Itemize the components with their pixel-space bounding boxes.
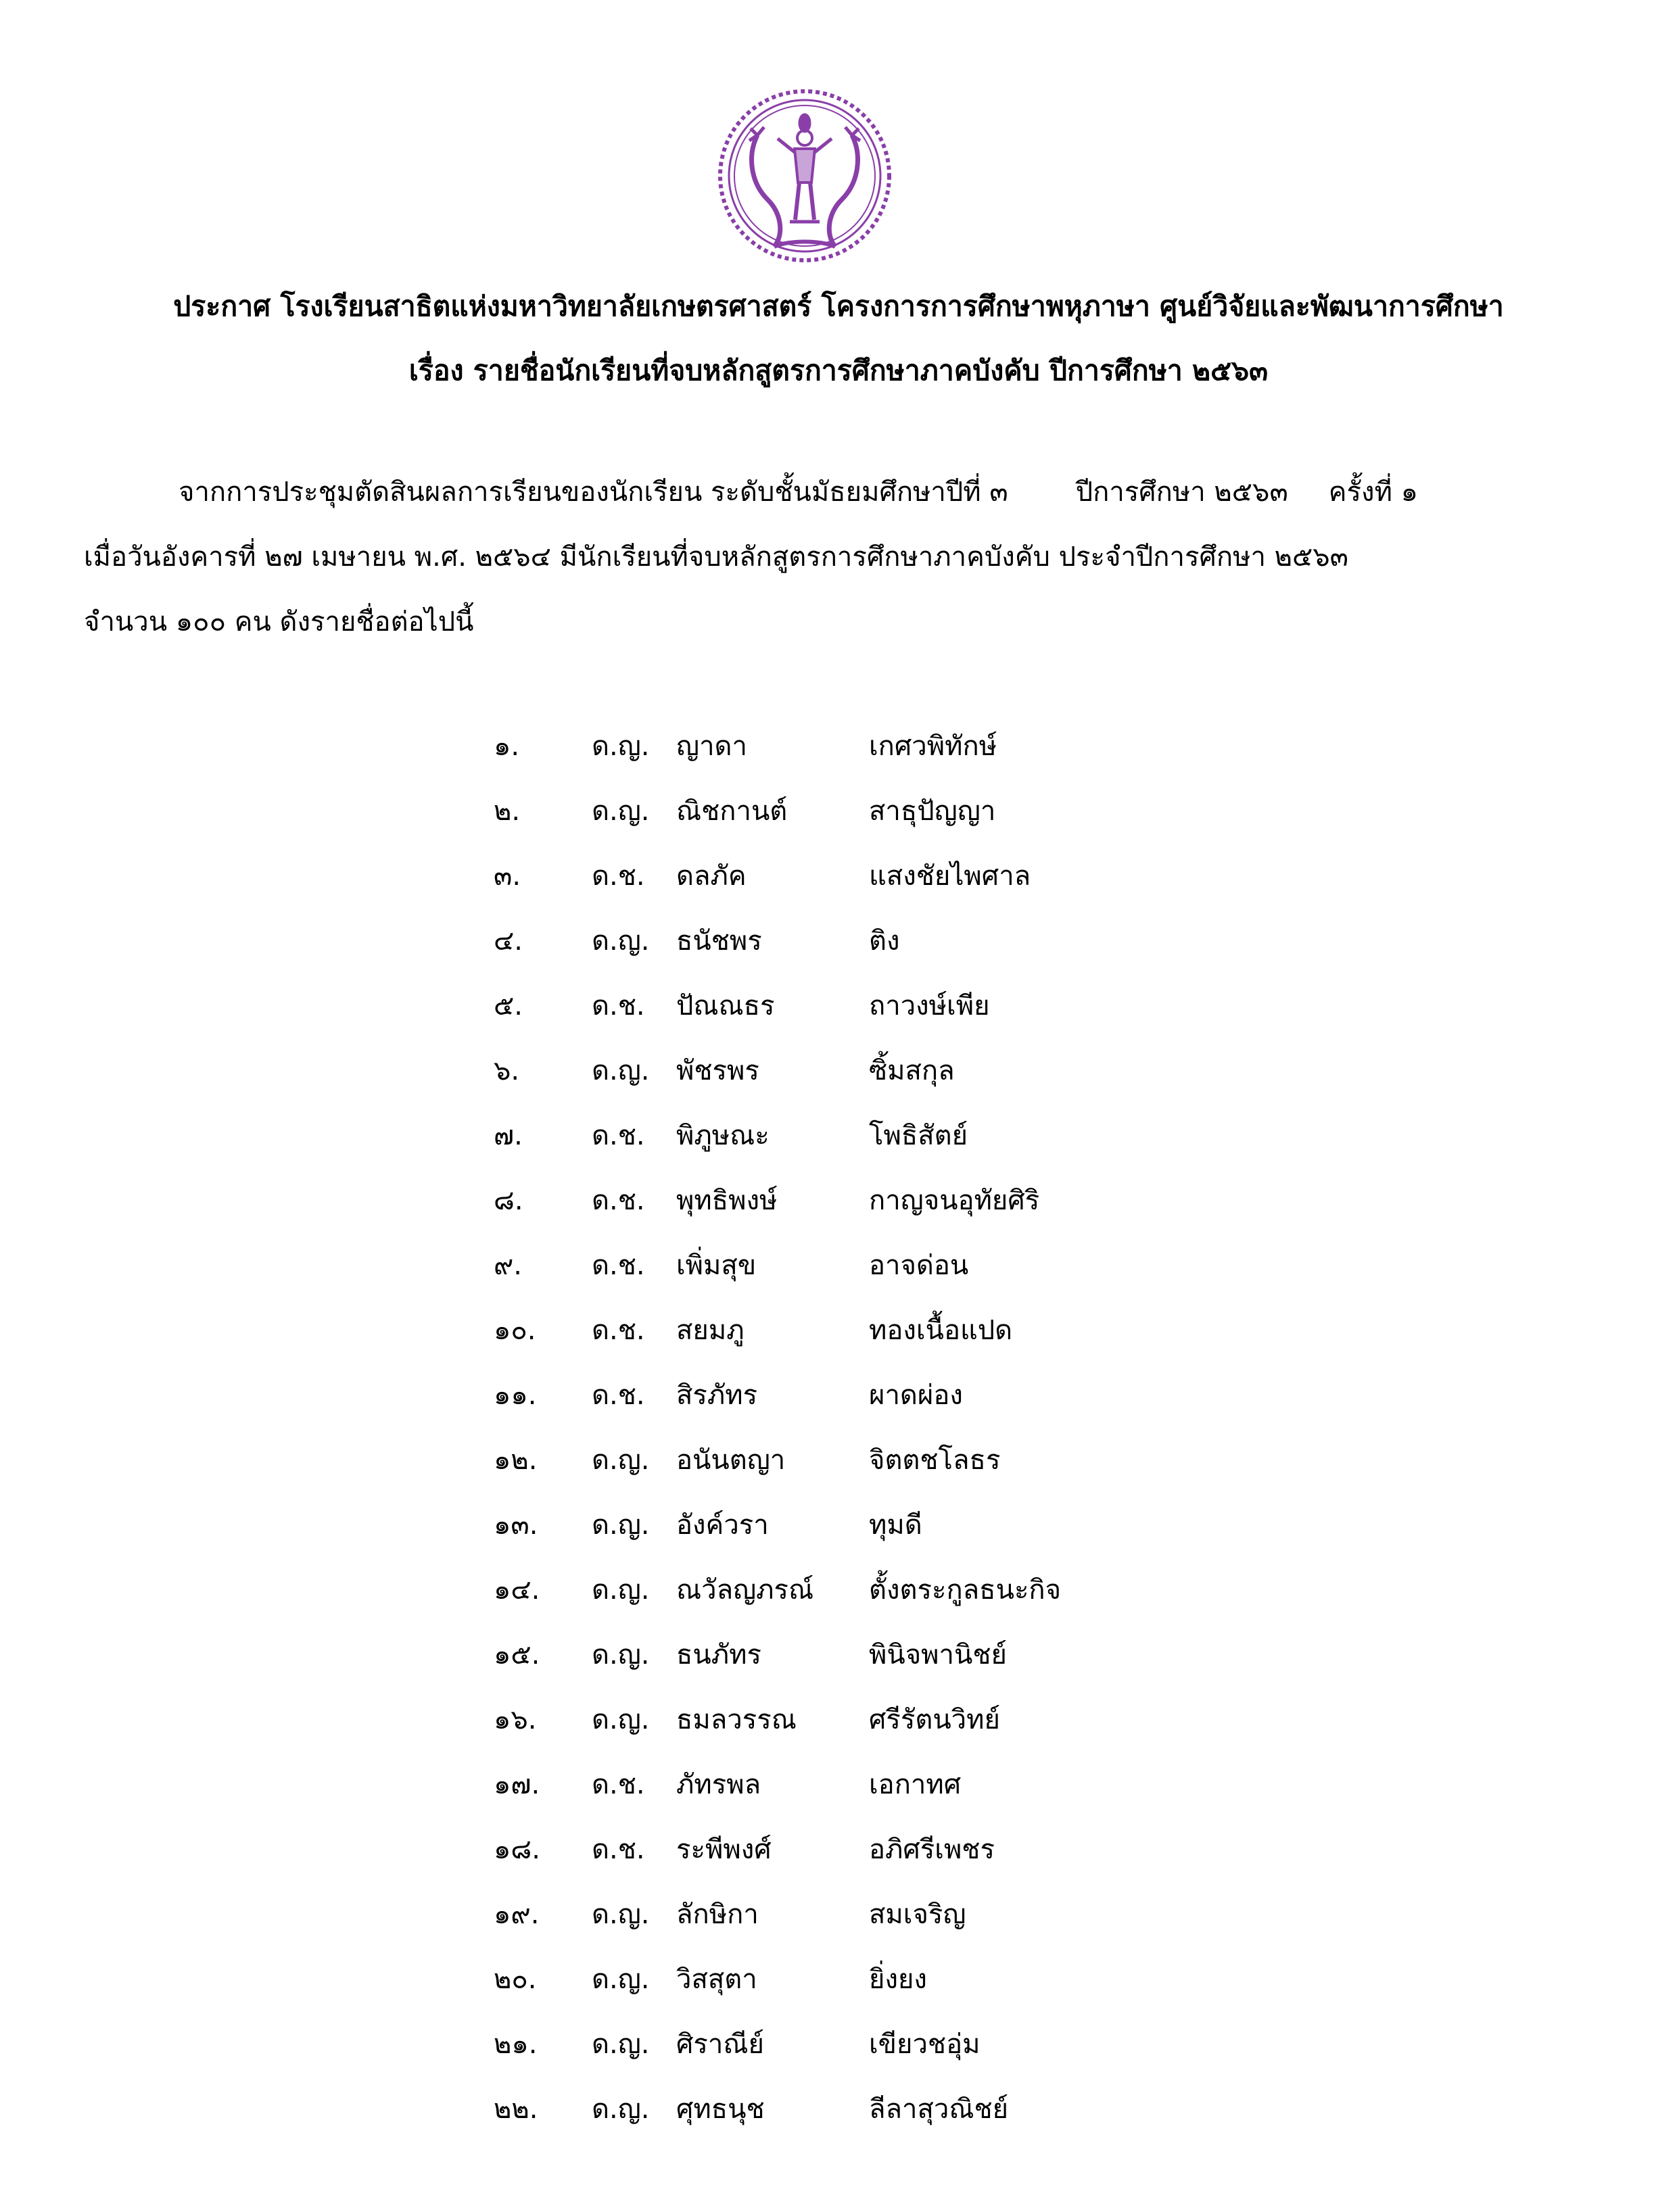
- student-row: [494, 1168, 1305, 1232]
- meeting-number: ครั้งที่ ๑: [1328, 477, 1419, 508]
- student-number: ๑๖.: [494, 1704, 537, 1735]
- student-row: [494, 778, 1305, 843]
- student-prefix: ด.ญ.: [592, 1510, 650, 1541]
- student-number: ๕.: [494, 990, 523, 1021]
- student-prefix: ด.ญ.: [592, 2029, 650, 2060]
- student-number: ๓.: [494, 861, 521, 892]
- student-last-name: เอกาทศ: [869, 1769, 962, 1800]
- student-last-name: เกศวพิทักษ์: [869, 731, 997, 762]
- student-last-name: ซิ้มสกุล: [869, 1055, 955, 1086]
- body-paragraph-line-1: [84, 460, 1605, 525]
- student-first-name: ดลภัค: [676, 861, 747, 892]
- student-prefix: ด.ช.: [592, 1250, 645, 1281]
- student-last-name: อภิศรีเพชร: [869, 1834, 995, 1865]
- student-prefix: ด.ช.: [592, 1769, 645, 1800]
- student-last-name: ถาวงษ์เพีย: [869, 990, 990, 1021]
- student-prefix: ด.ญ.: [592, 1639, 650, 1670]
- student-number: ๑๓.: [494, 1510, 538, 1541]
- student-first-name: ณวัลญภรณ์: [676, 1574, 814, 1606]
- student-number: ๙.: [494, 1250, 523, 1281]
- student-row: [494, 973, 1305, 1038]
- student-number: ๒๒.: [494, 2094, 538, 2125]
- student-first-name: ภัทรพล: [676, 1769, 761, 1800]
- student-prefix: ด.ช.: [592, 1834, 645, 1865]
- student-row: [494, 1362, 1305, 1427]
- student-number: ๒๐.: [494, 1964, 537, 1995]
- student-number: ๑๒.: [494, 1445, 538, 1476]
- student-prefix: ด.ญ.: [592, 2094, 650, 2125]
- student-number: ๒๑.: [494, 2029, 538, 2060]
- student-last-name: ผาดผ่อง: [869, 1380, 963, 1411]
- student-number: ๑๙.: [494, 1899, 540, 1930]
- student-row: [494, 1038, 1305, 1103]
- student-first-name: สิรภัทร: [676, 1380, 758, 1411]
- student-list: [494, 713, 1305, 2141]
- student-row: [494, 2011, 1305, 2076]
- meeting-statement: จากการประชุมตัดสินผลการเรียนของนักเรียน ระดับชั้นมัธยมศึกษาปีที่ ๓: [179, 477, 1008, 508]
- student-first-name: ณิชกานต์: [676, 796, 788, 827]
- announcement-title: ประกาศ โรงเรียนสาธิตแห่งมหาวิทยาลัยเกษตรศาสตร์ โครงการการศึกษาพหุภาษา ศูนย์วิจัยและพัฒนาการศึกษา: [173, 290, 1504, 322]
- student-row: [494, 2076, 1305, 2141]
- student-row: [494, 1946, 1305, 2011]
- student-prefix: ด.ช.: [592, 990, 645, 1021]
- student-number: ๔.: [494, 925, 523, 957]
- student-number: ๑๕.: [494, 1639, 540, 1670]
- student-prefix: ด.ช.: [592, 1315, 645, 1346]
- student-row: [494, 1557, 1305, 1622]
- student-last-name: โพธิสัตย์: [869, 1120, 968, 1151]
- student-number: ๑๘.: [494, 1834, 540, 1865]
- body-paragraph-line-3: จำนวน ๑๐๐ คน ดังรายชื่อต่อไปนี้: [84, 606, 474, 638]
- student-row: [494, 908, 1305, 973]
- student-last-name: ทองเนื้อแปด: [869, 1315, 1013, 1346]
- student-row: [494, 1881, 1305, 1946]
- student-last-name: ติง: [869, 925, 900, 957]
- student-row: [494, 1687, 1305, 1752]
- student-first-name: ลักษิกา: [676, 1899, 759, 1930]
- student-last-name: กาญจนอุทัยศิริ: [869, 1185, 1040, 1216]
- student-number: ๑๑.: [494, 1380, 537, 1411]
- student-prefix: ด.ช.: [592, 861, 645, 892]
- student-last-name: สมเจริญ: [869, 1899, 966, 1930]
- student-first-name: ธนภัทร: [676, 1639, 761, 1670]
- student-row: [494, 843, 1305, 908]
- student-row: [494, 1817, 1305, 1881]
- student-first-name: เพิ่มสุข: [676, 1250, 757, 1281]
- student-first-name: พุทธิพงษ์: [676, 1185, 778, 1216]
- student-first-name: วิสสุตา: [676, 1964, 757, 1995]
- student-last-name: ตั้งตระกูลธนะกิจ: [869, 1574, 1062, 1606]
- student-first-name: พิภูษณะ: [676, 1120, 770, 1151]
- student-last-name: ลีลาสุวณิชย์: [869, 2094, 1009, 2125]
- student-last-name: ทุมดี: [869, 1510, 922, 1541]
- student-row: [494, 1232, 1305, 1297]
- student-last-name: จิตตชโลธร: [869, 1445, 1001, 1476]
- student-row: [494, 1752, 1305, 1817]
- student-last-name: แสงชัยไพศาล: [869, 861, 1031, 892]
- student-last-name: อาจด่อน: [869, 1250, 969, 1281]
- student-last-name: ศรีรัตนวิทย์: [869, 1704, 1000, 1735]
- student-row: [494, 1103, 1305, 1168]
- student-row: [494, 1297, 1305, 1362]
- student-prefix: ด.ช.: [592, 1380, 645, 1411]
- student-number: ๑๔.: [494, 1574, 540, 1606]
- student-number: ๑.: [494, 731, 520, 762]
- student-first-name: ญาดา: [676, 731, 747, 762]
- student-prefix: ด.ญ.: [592, 1445, 650, 1476]
- student-number: ๖.: [494, 1055, 520, 1086]
- student-prefix: ด.ญ.: [592, 1964, 650, 1995]
- student-prefix: ด.ญ.: [592, 1704, 650, 1735]
- student-prefix: ด.ช.: [592, 1120, 645, 1151]
- student-number: ๑๐.: [494, 1315, 536, 1346]
- student-row: [494, 1427, 1305, 1492]
- student-first-name: ศิราณีย์: [676, 2029, 764, 2060]
- student-last-name: สาธุปัญญา: [869, 796, 996, 827]
- student-first-name: ธนัชพร: [676, 925, 762, 957]
- student-prefix: ด.ญ.: [592, 1055, 650, 1086]
- student-first-name: ธมลวรรณ: [676, 1704, 797, 1735]
- student-row: [494, 1492, 1305, 1557]
- body-paragraph-line-2: เมื่อวันอังคารที่ ๒๗ เมษายน พ.ศ. ๒๕๖๔ มีนักเรียนที่จบหลักสูตรการศึกษาภาคบังคับ ประจำปีการศึกษา ๒๕๖๓: [84, 542, 1348, 573]
- student-prefix: ด.ญ.: [592, 1574, 650, 1606]
- student-first-name: อังค์วรา: [676, 1510, 769, 1541]
- student-number: ๘.: [494, 1185, 523, 1216]
- announcement-subject: เรื่อง รายชื่อนักเรียนที่จบหลักสูตรการศึกษาภาคบังคับ ปีการศึกษา ๒๕๖๓: [408, 354, 1269, 387]
- student-first-name: พัชรพร: [676, 1055, 759, 1086]
- student-first-name: สยมภู: [676, 1315, 745, 1346]
- student-row: [494, 713, 1305, 778]
- student-prefix: ด.ญ.: [592, 731, 650, 762]
- student-prefix: ด.ญ.: [592, 925, 650, 957]
- student-last-name: เขียวชอุ่ม: [869, 2029, 981, 2060]
- student-prefix: ด.ช.: [592, 1185, 645, 1216]
- student-last-name: ยิ่งยง: [869, 1964, 927, 1995]
- university-seal-icon: [710, 81, 899, 270]
- student-last-name: พินิจพานิชย์: [869, 1639, 1007, 1670]
- student-number: ๗.: [494, 1120, 523, 1151]
- academic-year: ปีการศึกษา ๒๕๖๓: [1075, 477, 1288, 508]
- student-number: ๑๗.: [494, 1769, 540, 1800]
- student-first-name: ปัณณธร: [676, 990, 775, 1021]
- student-prefix: ด.ญ.: [592, 1899, 650, 1930]
- student-prefix: ด.ญ.: [592, 796, 650, 827]
- student-row: [494, 1622, 1305, 1687]
- student-number: ๒.: [494, 796, 521, 827]
- student-first-name: ระพีพงศ์: [676, 1834, 772, 1865]
- student-first-name: อนันตญา: [676, 1445, 786, 1476]
- student-first-name: ศุทธนุช: [676, 2094, 765, 2125]
